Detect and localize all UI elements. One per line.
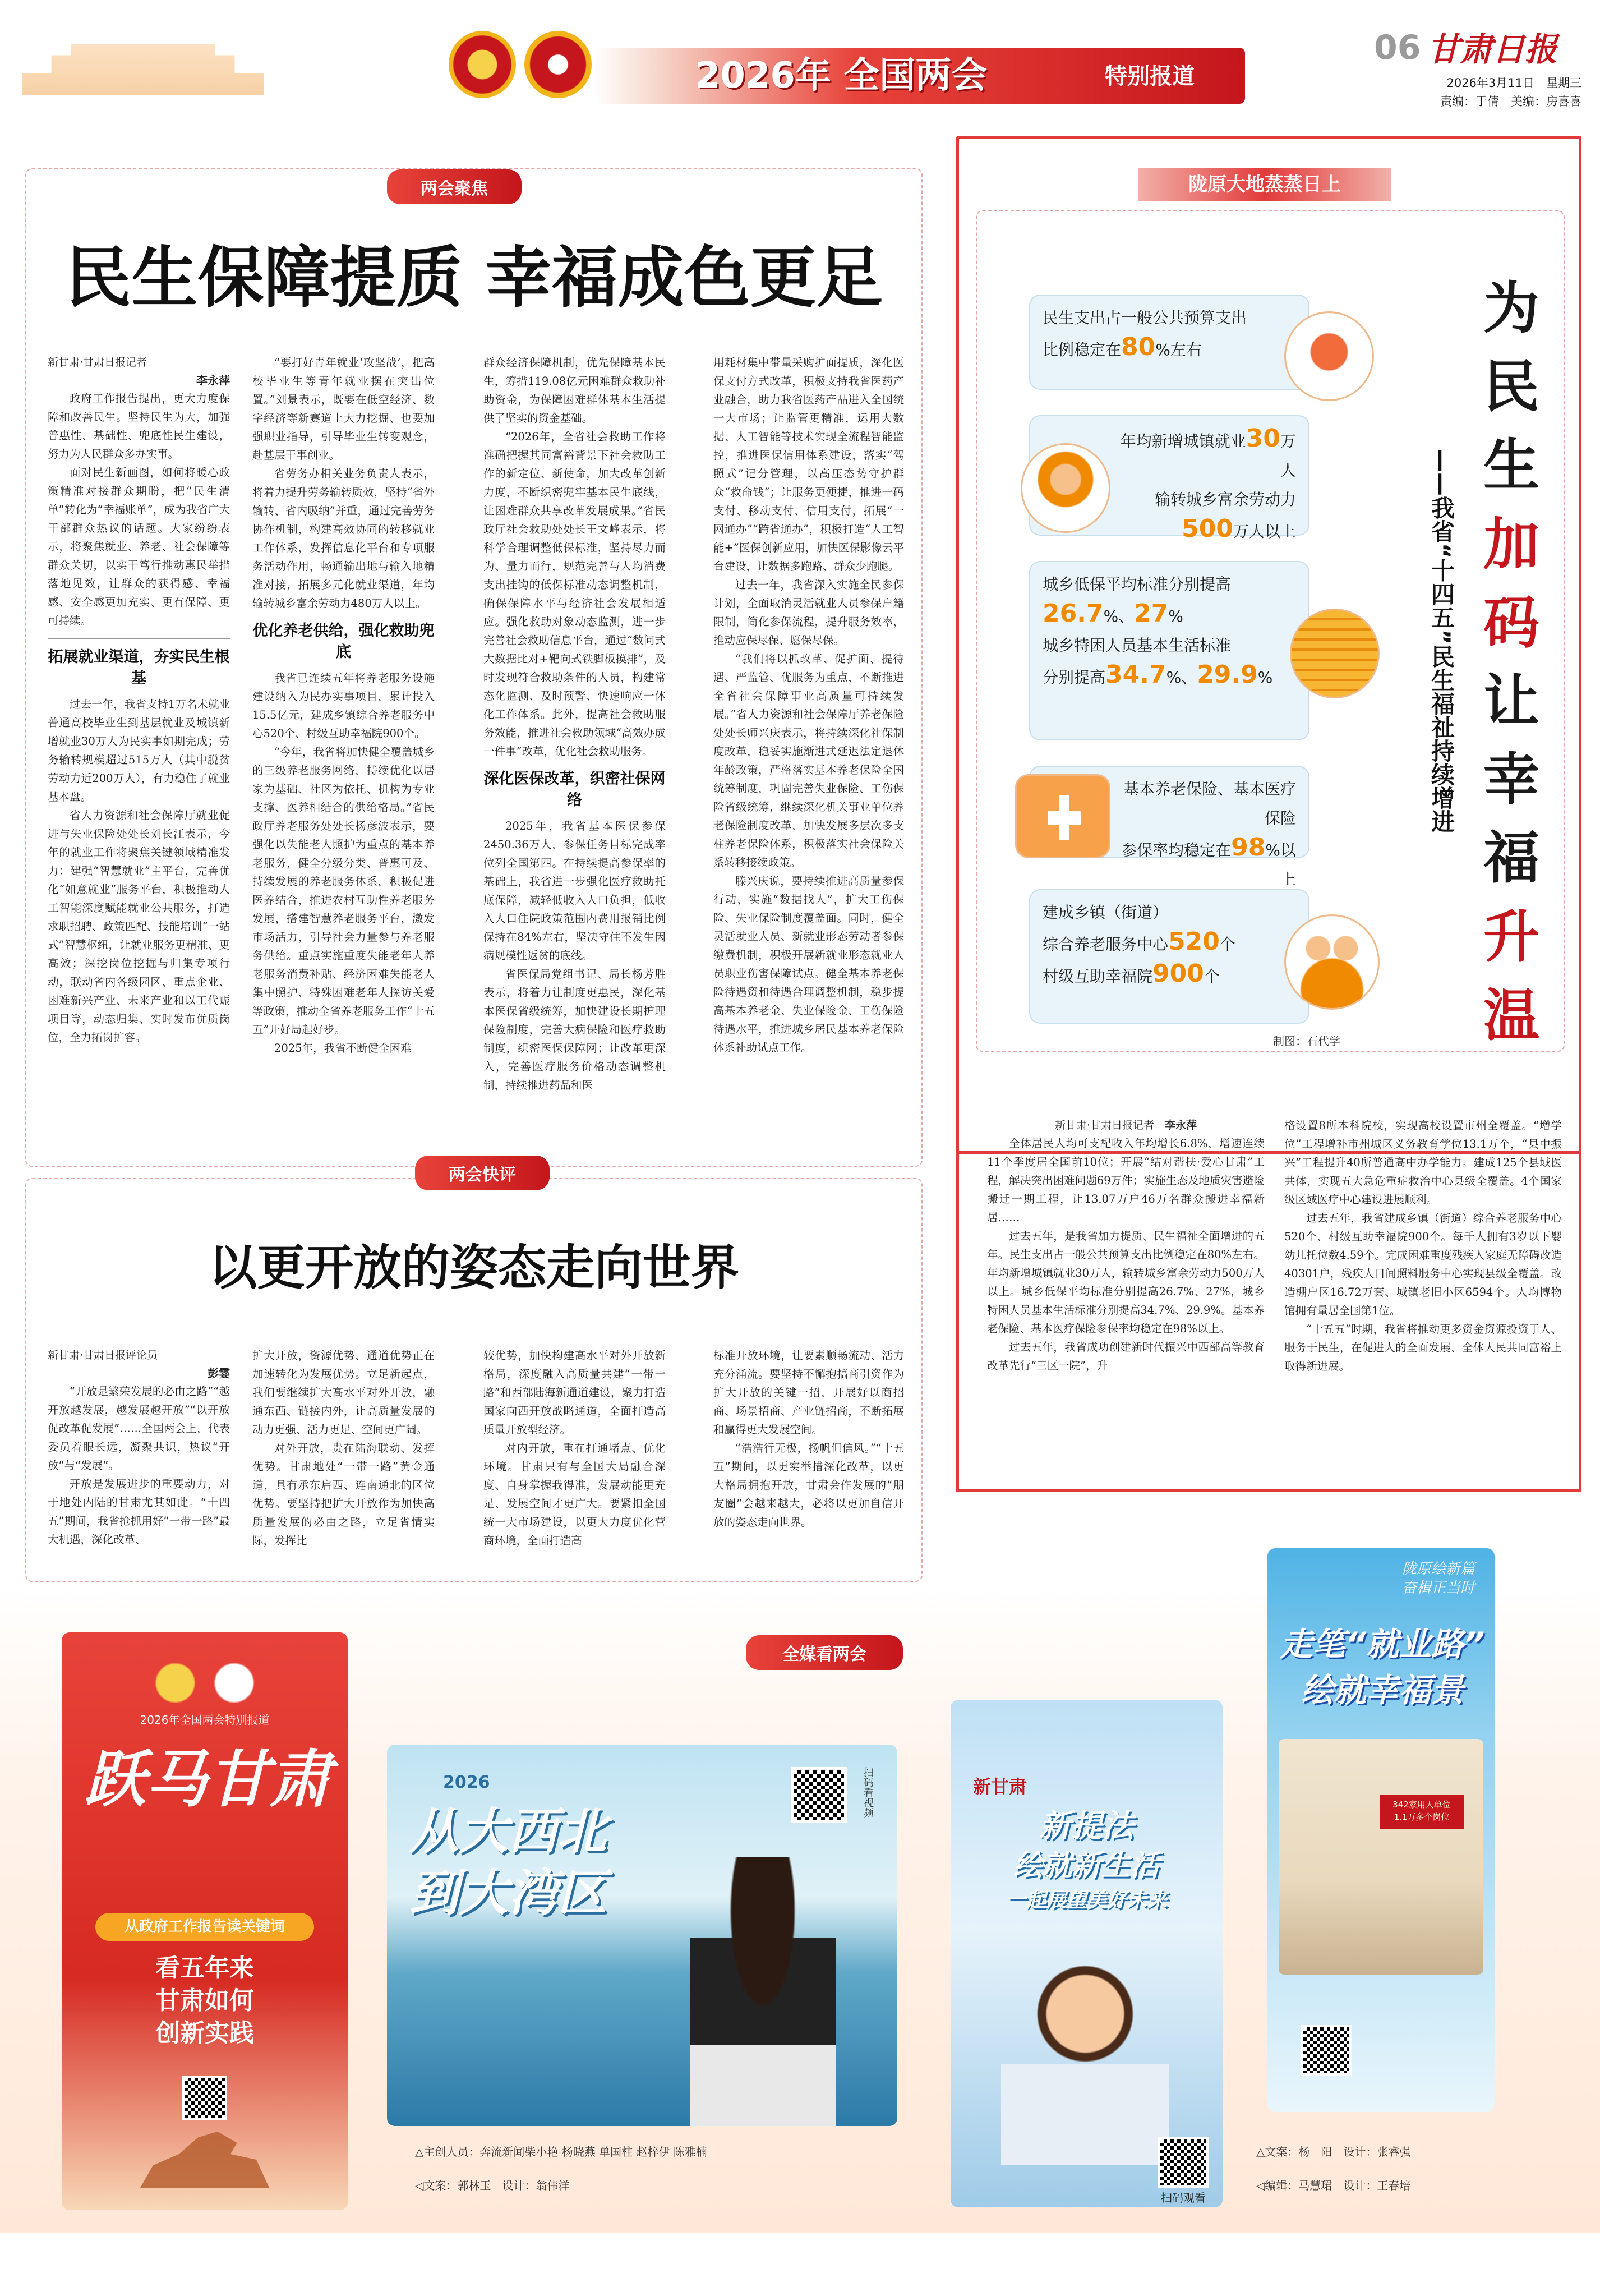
article-3-vertical-subtitle: ——我省“十四五”民生福祉持续增进 <box>1428 449 1455 834</box>
article-1-tag: 两会聚焦 <box>387 169 522 204</box>
qr-code-icon[interactable] <box>1301 2025 1352 2076</box>
poster-2-scan: 扫码看视频 <box>862 1767 874 1818</box>
article-2-col-4: 标准开放环境，让要素顺畅流动、活力充分涌流。要坚持不懈抱搞商引资作为扩大开放的关键一招，开展好以商招商、场景招商、产业链招商，不断拓展和赢得更大发展空间。 “浩浩行无极，扬帆但信风。”“十五五”期间，以更实举措深化改革，以更大格局拥抱开放，甘肃会作发展的“朋友圈”会越来越大，必将以更加自信开放的姿态走向世界。 <box>713 1349 904 1529</box>
cartoon-boy-figure <box>1001 1963 1169 2165</box>
stat-pill-2: 年均新增城镇就业30万人 输转城乡富余劳动力 500万人以上 <box>1029 415 1309 536</box>
stat-pill-5: 建成乡镇（街道） 综合养老服务中心520个 村级互助幸福院900个 <box>1029 889 1309 1024</box>
qr-code-icon[interactable] <box>1158 2137 1209 2188</box>
poster-1-sub: 看五年来 甘肃如何 创新实践 <box>155 1954 254 2047</box>
article-1-subhead-3: 深化医保改革，织密社保网络 <box>483 770 666 809</box>
article-1-byline: 新甘肃·甘肃日报记者 李永萍 <box>48 356 230 387</box>
article-1-col-2: “要打好青年就业‘攻坚战’，把高校毕业生等青年就业摆在突出位置。”刘景表示，既要在低空经济、数字经济等新赛道上大力挖掘、也要加强职业指导，引导毕业生转变观念，赴基层干事创业。 省劳务办相关业务负责人表示，将着力提升劳务输转质效，坚持“省外输转、省内吸纳”并重，通过完善劳务协作机制，构建高效协同的转移就业工作体系，发挥信息化平台和专项服务活动作用，畅通输出地与输入地精准对接，拓展多元化就业渠道，年均输转城乡富余劳动力480万人以上。 优化养老供给，强化救助兜底 我省已连续五年将养老服务设施建设纳入为民办实事项目，累计投入15.5亿元，建成乡镇综合养老服务中心520个、村级互助幸福院900个。 “今年，我省将加快健全覆盖城乡的三级养老服务网络，持续优化以居家为基础、社区为依托、机构为专业支撑、医养相结合的供给格局。”省民政厅养老服务处处长杨彦波表示，要强化以失能老人照护为重点的基本养老服务，健全分级分类、普惠可及、持续发展的养老服务体系，积极促进医养结合，推进农村互助性养老服务发展，搭建智慧养老服务平台，激发市场活力，引导社会力量参与养老服务供给。重点实施重度失能老年人养老服务消费补贴、经济困难失能老人集中照护、特殊困难老年人探访关爱等政策，推动全省养老服务工作“十五五”开好局起好步。 2025年，我省不断健全困难 <box>252 356 435 1055</box>
article-3-frame-lower <box>956 1150 1581 1492</box>
poster-4-title: 走笔“就业路” 绘就幸福景 <box>1280 1625 1485 1709</box>
poster-1 <box>62 1632 348 2210</box>
issue-date: 2026年3月11日 星期三 <box>1446 76 1581 90</box>
article-3-heading: 陇原大地蒸蒸日上 <box>1138 168 1391 201</box>
poster-2-credit-1: △主创人员：奔流新闻柴小艳 杨晓燕 单国柱 赵梓伊 陈雅楠 <box>415 2145 707 2159</box>
article-2-tag: 两会快评 <box>415 1156 550 1190</box>
article-2-col-3: 较优势，加快构建高水平对外开放新格局，深度融入高质量共建“一带一路”和西部陆海新通道建设，聚力打造国家向西开放战略通道，全面打造高质量开放型经济。 对内开放，重在打通堵点、优化环境。甘肃只有与全国大局融合深度、自身掌握我得准，发展动能更充足、发展空间才更广大。要紧扣全国统一大市场建设，以更大力度优化营商环境，全面打造高 <box>483 1349 666 1547</box>
article-1-subhead-1: 拓展就业渠道，夯实民生根基 <box>48 638 230 689</box>
article-3-byline: 新甘肃·甘肃日报记者 李永萍 <box>1054 1119 1197 1131</box>
stat-pill-3: 城乡低保平均标准分别提高 26.7%、27% 城乡特困人员基本生活标准 分别提高34.7%、29.9% <box>1029 561 1309 740</box>
cppcc-emblem-icon <box>524 31 592 98</box>
qr-code-icon[interactable] <box>791 1767 847 1823</box>
poster-1-ribbon: 从政府工作报告读关键词 <box>95 1913 314 1941</box>
coins-icon <box>1290 609 1380 698</box>
poster-2-title: 从大西北 到大湾区 <box>409 1802 607 1922</box>
article-1-col-4: 用耗材集中带量采购扩面提质，深化医保支付方式改革，积极支持我省医药产业融合，助力我省医药产品进入全国统一大市场；让监管更精准，运用大数据、人工智能等技术实现全流程智能监控，推进医保信用体系建设，落实“驾照式”记分管理，以高压态势守护群众“救命钱”；让服务更便捷，推进一码支付、移动支付、信用支付，拓展“一网通办”“跨省通办”，积极打造“人工智能+”医保创新应用，加快医保影像云平台建设，让数据多跑路、群众少跑腿。 过去一年，我省深入实施全民参保计划，全面取消灵活就业人员参保户籍限制，简化参保流程，提升服务效率，推动应保尽保、愿保尽保。 “我们将以抓改革、促扩面、提待遇、严监管、优服务为重点，不断推进全省社会保障事业高质量可持续发展。”省人力资源和社会保障厅养老保险处处长师兴庆表示，将持续深化社保制度改革，稳妥实施渐进式延迟法定退休年龄政策，严格落实基本养老保险全国统筹制度，巩固完善失业保险、工伤保险省级统筹，继续深化机关事业单位养老保险制度改革，加快发展多层次多支柱养老保险体系，积极落实社会保险关系转移接续政策。 滕兴庆说，要持续推进高质量参保行动，实施“数据找人”，扩大工伤保险、失业保险制度覆盖面。同时，健全灵活就业人员、新就业形态劳动者参保缴费机制，积极开展新就业形态就业人员职业伤害保障试点。健全基本养老保险待遇资和待遇合理调整机制，稳步提高基本养老金、失业保险金、工伤保险待遇水平，推进城乡居民基本养老保险体系补助试点工作。 <box>713 356 904 1054</box>
medical-kit-icon <box>1015 774 1110 858</box>
poster-1-title: 跃马甘肃 <box>84 1743 331 1815</box>
article-1-col-3: 群众经济保障机制，优先保障基本民生，筹措119.08亿元困难群众救助补助资金，为保障困难群体基本生活提供了坚实的资金基础。 “2026年，全省社会救助工作将准确把握其同富裕背景下社会救助工作的新定位、新使命，加大改革创新力度，不断织密兜牢基本民生底线，让困难群众共享改革发展成果。”省民政厅社会救助处处长王文峰表示，将科学合理调整低保标准，坚持尽力而为、量力而行，规范完善与人均消费支出挂钩的低保标准动态调整机制，确保保障水平与经济社会发展相适应。强化救助对象动态监测，进一步完善社会救助信息平台，通过“数问式大数据比对+靶向式铁脚板摸排”，及时发现符合救助条件的人员，构建常态化监测、及时预警、快速响应一体化工作体系。此外，提高社会救助服务效能，推进社会救助领域“高效办成一件事”改革，优化社会救助服务。 深化医保改革，织密社保网络 2025年，我省基本医保参保2450.36万人，参保任务目标完成率位列全国第四。在持续提高参保率的基础上，我省进一步强化医疗救助托底保障，减轻低收入人口负担，低收入人口住院政策范围内费用报销比例保持在84%左右，坚决守住不发生因病规模性返贫的底线。 省医保局党组书记、局长杨芳胜表示，将着力让制度更惠民，深化基本医保省级统筹，加快建设长期护理保险制度，完善大病保险和医疗救助制度，织密医保保障网；让改革更深入，完善医疗服务价格动态调整机制，持续推进药品和医 <box>483 356 666 1092</box>
great-hall-silhouette <box>22 22 264 95</box>
article-2-byline: 新甘肃·甘肃日报评论员 彭霎 <box>48 1349 230 1380</box>
article-2-col-1: 新甘肃·甘肃日报评论员 彭霎 “开放是繁荣发展的必由之路”“越开放越发展，越发展越开放”“以开放促改革促发展”……全国两会上，代表委员着眼长远，凝聚共识，热议“开放”与“发展”。 开放是发展进步的重要动力，对于地处内陆的甘肃尤其如此。“十四五”期间，我省抢抓用好“一带一路”最大机遇，深化改革、 <box>48 1346 230 1576</box>
qr-code-icon[interactable] <box>182 2076 227 2120</box>
poster-1-emblems <box>146 1655 264 1711</box>
poster-4-sign: 342家用人单位 1.1万多个岗位 <box>1380 1795 1464 1829</box>
poster-2-credit-2: ◁文案：郭林玉 设计：翁伟洋 <box>415 2179 570 2192</box>
article-1-title: 民生保障提质 幸福成色更足 <box>65 239 883 316</box>
worker-icon <box>1021 443 1110 533</box>
poster-1-line1: 2026年全国两会特别报道 <box>140 1713 270 1727</box>
national-emblem-icon <box>449 31 516 98</box>
poster-2-year: 2026 <box>443 1773 490 1792</box>
newspaper-logo: 甘肃日报 <box>1427 30 1558 68</box>
page-editors: 责编：于倩 美编：房喜喜 <box>1440 95 1581 108</box>
poster-4 <box>1267 1548 1495 2112</box>
stat-pill-1: 民生支出占一般公共预算支出 比例稳定在80%左右 <box>1029 295 1309 390</box>
article-3-col-2: 格设置8所本科院校，实现高校设置市州全覆盖。“增学位”工程增补市州城区义务教育学位13.1万个，“县中振兴”工程提升40所普通高中办学能力。建成125个县域医共体，实现五大急危重症救治中心县级全覆盖。4个国家级区域医疗中心建设进展顺利。 过去五年，我省建成乡镇（街道）综合养老服务中心520个、村级互助幸福院900个。每千人拥有3岁以下婴幼儿托位数4.59个。完成困难重度残疾人家庭无障碍改造40301户，残疾人日间照料服务中心实现县级全覆盖。改造棚户区16.72万套、城镇老旧小区6594个。人均博物馆拥有量居全国第1位。 “十五五”时期，我省将推动更多资金资源投资于人、服务于民生，在促进人的全面发展、全体人民共同富裕上取得新进展。 <box>1284 1119 1562 1373</box>
page-number: 06 <box>1374 28 1421 67</box>
poster-4-top: 陇原绘新篇 奋楫正当时 <box>1402 1561 1475 1596</box>
shopping-cart-icon <box>1284 311 1374 401</box>
article-3-col-1: 新甘肃·甘肃日报记者 李永萍 全体居民人均可支配收入年均增长6.8%，增速连续11个季度居全国前10位；开展“结对帮扶·爱心甘肃”工程，解决突出困难问题69万件；实施生态及地质灾害避险搬迁一期工程，让13.07万户46万名群众搬进幸福新居…… 过去五年，是我省加力提质、民生福祉全面增进的五年。民生支出占一般公共预算支出比例稳定在80%左右。年均新增城镇就业30万人，输转城乡富余劳动力500万人以上。城乡低保平均标准分别提高26.7%、27%，城乡特困人员基本生活标准分别提高34.7%、29.9%。基本养老保险、基本医疗保险参保率均稳定在98%以上。 过去五年，我省成功创建新时代振兴中西部高等教育改革先行“三区一院”，升 <box>987 1116 1265 1487</box>
poster-3-title: 新提法 绘就新生活 一起展望美好未来 <box>1006 1808 1168 1912</box>
article-2-title: 以更开放的姿态走向世界 <box>209 1240 739 1296</box>
elderly-couple-icon <box>1284 914 1380 1010</box>
infographic-credit: 制图：石代学 <box>1273 1034 1340 1048</box>
girl-figure <box>690 1857 836 2126</box>
article-3-vertical-title: 为 民 生 加 码 让 幸 福 升 温 <box>1483 275 1539 1048</box>
media-section-tag: 全媒看两会 <box>746 1635 903 1670</box>
poster-2 <box>387 1745 897 2126</box>
special-label: 特别报道 <box>1105 63 1195 89</box>
page-header <box>0 0 1600 121</box>
article-2-col-2: 扩大开放，资源优势、通道优势正在加速转化为发展优势。立足新起点，我们要继续扩大高水平对外开放，融通东西、链接内外，让高质量发展的动力更强、活力更足、空间更广阔。 对外开放，贵在陆海联动、发挥优势。甘肃地处“一带一路”黄金通道，具有承东启西、连南通北的区位优势。要坚持把扩大开放作为加快高质量发展的必由之路，立足省情实际，发挥比 <box>252 1349 435 1547</box>
poster-4-credit-1: △文案：杨 阳 设计：张睿强 <box>1256 2145 1411 2159</box>
job-fair-scene <box>1279 1739 1483 1975</box>
banner-title: 2026年 全国两会 <box>695 55 988 96</box>
poster-3-brand: 新甘肃 <box>973 1776 1027 1797</box>
article-1-subhead-2: 优化养老供给，强化救助兜底 <box>252 622 435 661</box>
poster-3-scan: 扫码观看 <box>1161 2191 1206 2205</box>
stat-pill-4: 基本养老保险、基本医疗保险 参保率均稳定在98%以上 <box>1029 766 1309 858</box>
horse-statue-icon <box>140 2132 269 2188</box>
article-1-col-1: 新甘肃·甘肃日报记者 李永萍 政府工作报告提出，更大力度保障和改善民生。坚持民生为大，加强普惠性、基础性、兜底性民生建设，努力为人民群众多办实事。 面对民生新画图，如何将暖心政策精准对接群众期盼，把“民生清单”转化为“幸福账单”，成为我省广大干部群众热议的话题。大家纷纷表示，将聚焦就业、养老、社会保障等群众关切，以实干笃行推动惠民举措落地见效，让群众的获得感、幸福感、安全感更加充实、更有保障、更可持续。 拓展就业渠道，夯实民生根基 过去一年，我省支持1万名未就业普通高校毕业生到基层就业及城镇新增就业30万人为民实事如期完成；劳务输转规模超过515万人（其中脱贫劳动力近200万人），有力稳住了就业基本盘。 省人力资源和社会保障厅就业促进与失业保险处处长刘长江表示，今年的就业工作将聚焦关键领域精准发力：建强“智慧就业”主平台，完善优化“如意就业”服务平台，积极推动人工智能深度赋能就业公共服务，打造求职招聘、政策匹配、技能培训“一站式”智慧枢纽，让就业服务更精准、更高效；深挖岗位挖掘与归集专项行动，联动省内各级园区、重点企业、困难新兴产业、未来产业和以工代赈项目等，动态归集、实时发布优质岗位，全力拓岗扩容。 <box>48 353 230 1161</box>
poster-3 <box>951 1700 1223 2207</box>
poster-4-credit-2: ◁编辑：马慧珺 设计：王春培 <box>1256 2179 1411 2192</box>
